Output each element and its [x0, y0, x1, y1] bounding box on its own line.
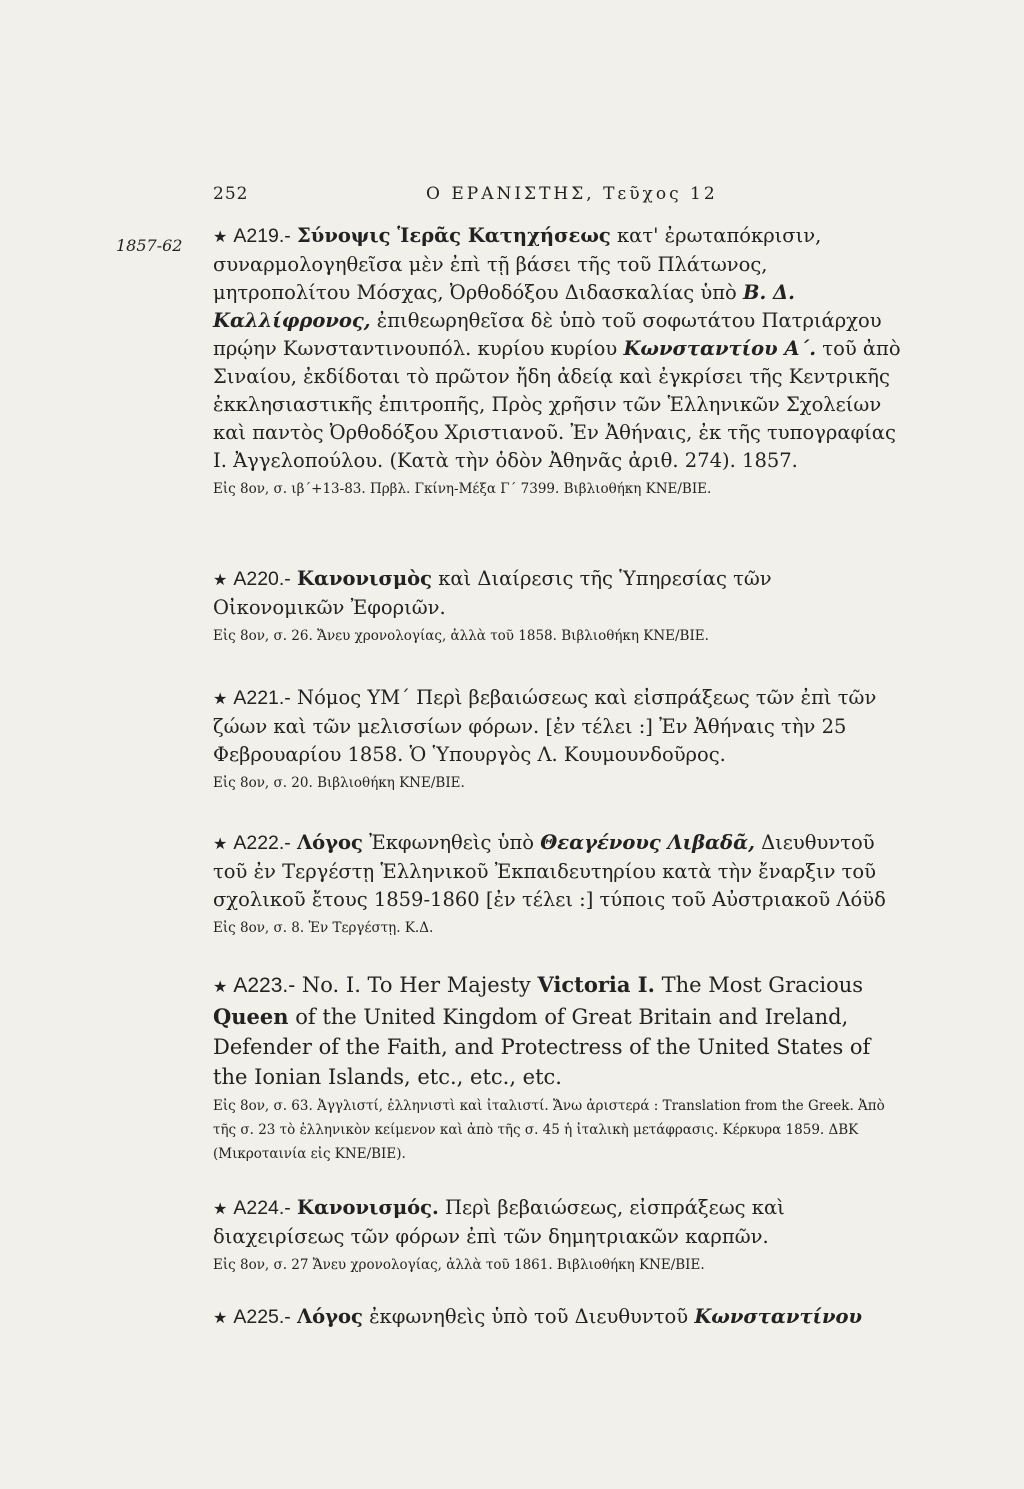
entry-code: Α220.-	[233, 568, 291, 590]
entry-author: Θεαγένους Λιβαδᾶ,	[540, 831, 755, 854]
entry-a223	[213, 970, 906, 1166]
entry-reference: Εἰς 8ον, σ. 63. Ἀγγλιστί, ἑλληνιστὶ καὶ ἰταλιστί. Ἄνω ἀριστερά : Translation from the Greek. Ἀπὸ τῆς σ. 23 τὸ ἑλληνικὸν κείμενον καὶ ἀπὸ τῆς σ. 45 ἡ ἰταλικὴ μετάφρασις. Κέρκυρα 1859. ΔΒΚ (Μικροταινία εἰς ΚΝΕ/ΒΙΕ).	[213, 1098, 885, 1162]
entry-a220	[213, 565, 906, 648]
entry-body	[213, 222, 906, 475]
entry-text: καὶ Διαίρεσις τῆς Ὑπηρεσίας τῶν Οἰκονομικῶν Ἐφοριῶν.	[213, 567, 772, 619]
entry-code: Α224.-	[233, 1197, 291, 1219]
star-icon: ★	[213, 689, 228, 708]
entry-text: τοῦ ἀπὸ Σιναίου, ἐκδίδοται τὸ πρῶτον ἤδη ἀδείᾳ καὶ ἐγκρίσει τῆς Κεντρικῆς ἐκκλησιαστικῆς ἐπιτροπῆς, Πρὸς χρῆσιν τῶν Ἑλληνικῶν Σχολείων καὶ παντὸς Ὀρθοδόξου Χριστιανοῦ. Ἐν Ἀθήναις, ἐκ τῆς τυπογραφίας Ι. Ἀγγελοπούλου. (Κατὰ τὴν ὁδὸν Ἀθηνᾶς ἀριθ. 274). 1857.	[213, 337, 901, 472]
entry-title: Κανονισμὸς	[297, 567, 432, 590]
entry-code: Α219.-	[233, 225, 291, 247]
entry-code: Α225.-	[233, 1306, 291, 1328]
entry-author: Κωνσταντίου Α΄.	[623, 337, 817, 360]
entry-code: Α221.-	[233, 687, 291, 709]
margin-date-range: 1857-62	[116, 236, 183, 255]
entry-text: Ἐκφωνηθεὶς ὑπὸ	[369, 831, 535, 854]
entry-reference: Εἰς 8ον, σ. 8. Ἐν Τεργέστῃ. Κ.Δ.	[213, 920, 434, 936]
star-icon: ★	[213, 570, 228, 589]
entry-text: κατ' ἐρωταπόκρισιν, συναρμολογηθεῖσα μὲν ἐπὶ τῇ βάσει τῆς τοῦ Πλάτωνος, μητροπολίτου Μόσχας, Ὀρθοδόξου Διδασκαλίας ὑπὸ	[213, 224, 822, 304]
entry-code: Α223.-	[233, 974, 296, 997]
entry-a222	[213, 829, 906, 940]
star-icon: ★	[213, 834, 228, 853]
entry-text: ἐκφωνηθεὶς ὑπὸ τοῦ Διευθυντοῦ	[369, 1305, 689, 1328]
entry-title: Λόγος	[297, 1305, 363, 1328]
entry-body	[213, 829, 906, 914]
journal-title: Ο ΕΡΑΝΙΣΤΗΣ, Τεῦχος 12	[426, 184, 718, 204]
entry-author: Κωνσταντίνου	[694, 1305, 863, 1328]
entry-body	[213, 970, 906, 1092]
entry-a221	[213, 684, 906, 795]
star-icon: ★	[213, 1308, 228, 1327]
entry-title: Σύνοψις Ἱερᾶς Κατηχήσεως	[297, 224, 611, 247]
entry-body	[213, 684, 906, 769]
entry-author: Β. Δ. Καλλίφρονος,	[213, 281, 795, 332]
entry-text: ἐπιθεωρηθεῖσα δὲ ὑπὸ τοῦ σοφωτάτου Πατριάρχου πρῴην Κωνσταντινουπόλ. κυρίου κυρίου	[213, 309, 882, 360]
entry-title: Λόγος	[297, 831, 363, 854]
entry-reference: Εἰς 8ον, σ. 26. Ἄνευ χρονολογίας, ἀλλὰ τοῦ 1858. Βιβλιοθήκη ΚΝΕ/ΒΙΕ.	[213, 628, 709, 644]
entry-text: of the United Kingdom of Great Britain and Ireland, Defender of the Faith, and Protectress of the United States of the Ionian Islands, etc., etc., etc.	[213, 1005, 871, 1089]
entry-highlight: Victoria I.	[537, 972, 655, 997]
star-icon: ★	[213, 227, 228, 246]
entry-reference: Εἰς 8ον, σ. 27 Ἄνευ χρονολογίας, ἀλλὰ τοῦ 1861. Βιβλιοθήκη ΚΝΕ/ΒΙΕ.	[213, 1257, 705, 1273]
entry-a225	[213, 1303, 906, 1332]
star-icon: ★	[213, 1199, 228, 1218]
entry-text: Διευθυντοῦ τοῦ ἐν Τεργέστῃ Ἑλληνικοῦ Ἐκπαιδευτηρίου κατὰ τὴν ἔναρξιν τοῦ σχολικοῦ ἔτους 1859-1860 [ἐν τέλει :] τύποις τοῦ Αὐστριακοῦ Λόϋδ	[213, 831, 886, 911]
entry-highlight: Queen	[213, 1004, 289, 1029]
entry-a219	[213, 222, 906, 501]
entry-body	[213, 1194, 906, 1251]
page-number: 252	[213, 184, 249, 204]
entry-text: The Most Gracious	[661, 973, 864, 997]
running-header	[213, 184, 913, 204]
entry-body	[213, 565, 906, 622]
entry-text: No. I. To Her Majesty	[301, 973, 531, 997]
entry-reference: Εἰς 8ον, σ. ιβ΄+13-83. Πρβλ. Γκίνη-Μέξα Γ΄ 7399. Βιβλιοθήκη ΚΝΕ/ΒΙΕ.	[213, 481, 712, 497]
entry-a224	[213, 1194, 906, 1277]
entry-reference: Εἰς 8ον, σ. 20. Βιβλιοθήκη ΚΝΕ/ΒΙΕ.	[213, 775, 465, 791]
entry-title: Κανονισμός.	[297, 1196, 439, 1219]
entry-text: Νόμος ΥΜ΄ Περὶ βεβαιώσεως καὶ εἰσπράξεως τῶν ἐπὶ τῶν ζώων καὶ τῶν μελισσίων φόρων. [ἐν τέλει :] Ἐν Ἀθήναις τὴν 25 Φεβρουαρίου 1858. Ὁ Ὑπουργὸς Λ. Κουμουνδοῦρος.	[213, 686, 877, 766]
entry-body	[213, 1303, 906, 1332]
entry-code: Α222.-	[233, 832, 291, 854]
star-icon: ★	[213, 977, 228, 996]
entry-text: Περὶ βεβαιώσεως, εἰσπράξεως καὶ διαχειρίσεως τῶν φόρων ἐπὶ τῶν δημητριακῶν καρπῶν.	[213, 1196, 785, 1248]
